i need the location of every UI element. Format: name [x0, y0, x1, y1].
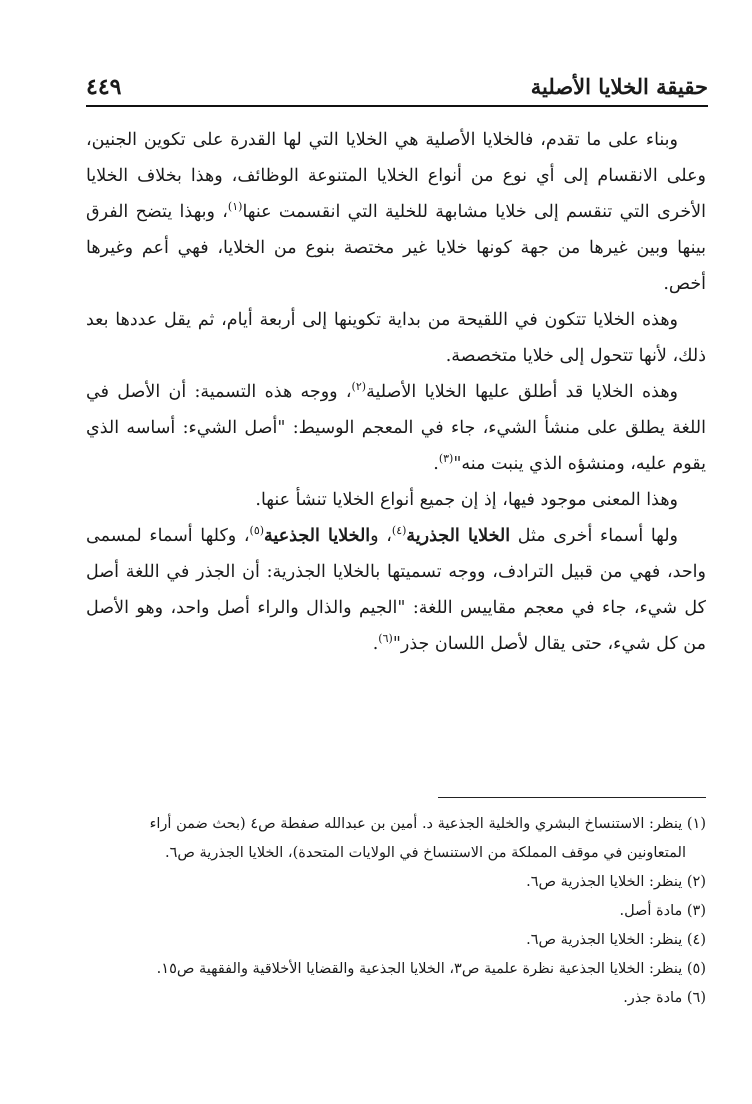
paragraph-text: ، و [370, 526, 392, 546]
paragraph-text: وهذه الخلايا تتكون في اللقيحة من بداية تكوينها إلى أربعة أيام، ثم يقل عددها بعد ذلك، لأنها تتحول إلى خلايا متخصصة. [86, 310, 706, 366]
footnote-number: (٢) [686, 874, 706, 890]
main-text [86, 122, 706, 662]
footnote-ref-1[interactable]: (١) [227, 200, 243, 214]
footnote-1-continued: المتعاونين في موقف المملكة من الاستنساخ في الولايات المتحدة)، الخلايا الجذرية ص٦. [164, 845, 686, 861]
footnote-text: ينظر: الخلايا الجذرية ص٦. [526, 932, 683, 948]
footnote-ref-6[interactable]: (٦) [378, 632, 393, 646]
footnote-3 [86, 897, 706, 926]
footnote-number: (١) [686, 816, 706, 832]
paragraph-text: وهذه الخلايا قد أطلق عليها الخلايا الأصلية [366, 382, 678, 402]
footnotes [86, 810, 706, 1013]
footnote-text: ينظر: الخلايا الجذرية ص٦. [526, 874, 683, 890]
paragraph-text: وبناء على ما تقدم، فالخلايا الأصلية هي الخلايا التي لها القدرة على تكوين الجنين، وعلى الانقسام إلى أي نوع من أنواع الخلايا المتنوعة الوظائف، وهذا بخلاف الخلايا الأخرى التي تنقسم إلى خلايا مشابهة للخلية التي انقسمت عنها [86, 130, 706, 222]
term-stem-cells: الخلايا الجذعية [264, 526, 371, 546]
footnote-ref-3[interactable]: (٣) [438, 452, 454, 466]
footnote-ref-4[interactable]: (٤) [391, 524, 407, 538]
paragraph-text: ، وبهذا يتضح الفرق بينها وبين غيرها من جهة كونها خلايا غير مختصة بنوع من الخلايا، فهي أعم وغيرها أخص. [86, 202, 706, 294]
paragraph-text: ولها أسماء أخرى مثل [517, 526, 679, 546]
paragraph-4 [86, 482, 706, 518]
paragraph-3 [86, 374, 706, 482]
footnote-5 [86, 955, 706, 984]
paragraph-text: . [372, 634, 379, 654]
footnote-number: (٥) [686, 961, 706, 977]
footnote-4 [86, 926, 706, 955]
footnote-number: (٤) [686, 932, 706, 948]
footnote-ref-5[interactable]: (٥) [249, 524, 265, 538]
footnote-number: (٦) [686, 990, 706, 1006]
footnote-text: مادة أصل. [619, 903, 683, 919]
running-title: حقيقة الخلايا الأصلية [530, 74, 708, 99]
footnote-ref-2[interactable]: (٢) [351, 380, 367, 394]
term-root-cells: الخلايا الجذرية [406, 526, 511, 546]
paragraph-5 [86, 518, 706, 662]
footnote-1 [86, 810, 706, 839]
footnote-2 [86, 868, 706, 897]
paragraph-text: وهذا المعنى موجود فيها، إذ إن جميع أنواع الخلايا تنشأ عنها. [255, 490, 678, 510]
footnote-divider [438, 797, 706, 798]
page-header [86, 74, 708, 106]
footnote-number: (٣) [686, 903, 706, 919]
paragraph-text: ، وكلها أسماء لمسمى واحد، فهي من قبيل الترادف، ووجه تسميتها بالخلايا الجذرية: أن الجذر في اللغة أصل كل شيء، جاء في معجم مقاييس اللغة: "الجيم والذال والراء أصل واحد، وهو الأصل من كل شيء، حتى يقال لأصل اللسان جذر" [86, 526, 706, 654]
paragraph-text: ، ووجه هذه التسمية: أن الأصل في اللغة يطلق على منشأ الشيء، جاء في المعجم الوسيط: "أصل الشيء: أساسه الذي يقوم عليه، ومنشؤه الذي ينبت منه" [86, 382, 706, 474]
paragraph-2 [86, 302, 706, 374]
footnote-text: مادة جذر. [623, 990, 683, 1006]
footnote-text: ينظر: الخلايا الجذعية نظرة علمية ص٣، الخلايا الجذعية والقضايا الأخلاقية والفقهية ص١٥. [156, 961, 683, 977]
footnote-text: ينظر: الاستنساخ البشري والخلية الجذعية د. أمين بن عبدالله صفطة ص٤ (بحث ضمن أراء [149, 816, 683, 832]
footnote-6 [86, 984, 706, 1013]
page-number: ٤٤٩ [86, 74, 122, 100]
paragraph-text: . [433, 454, 439, 474]
paragraph-1 [86, 122, 706, 302]
header-divider [86, 105, 708, 107]
